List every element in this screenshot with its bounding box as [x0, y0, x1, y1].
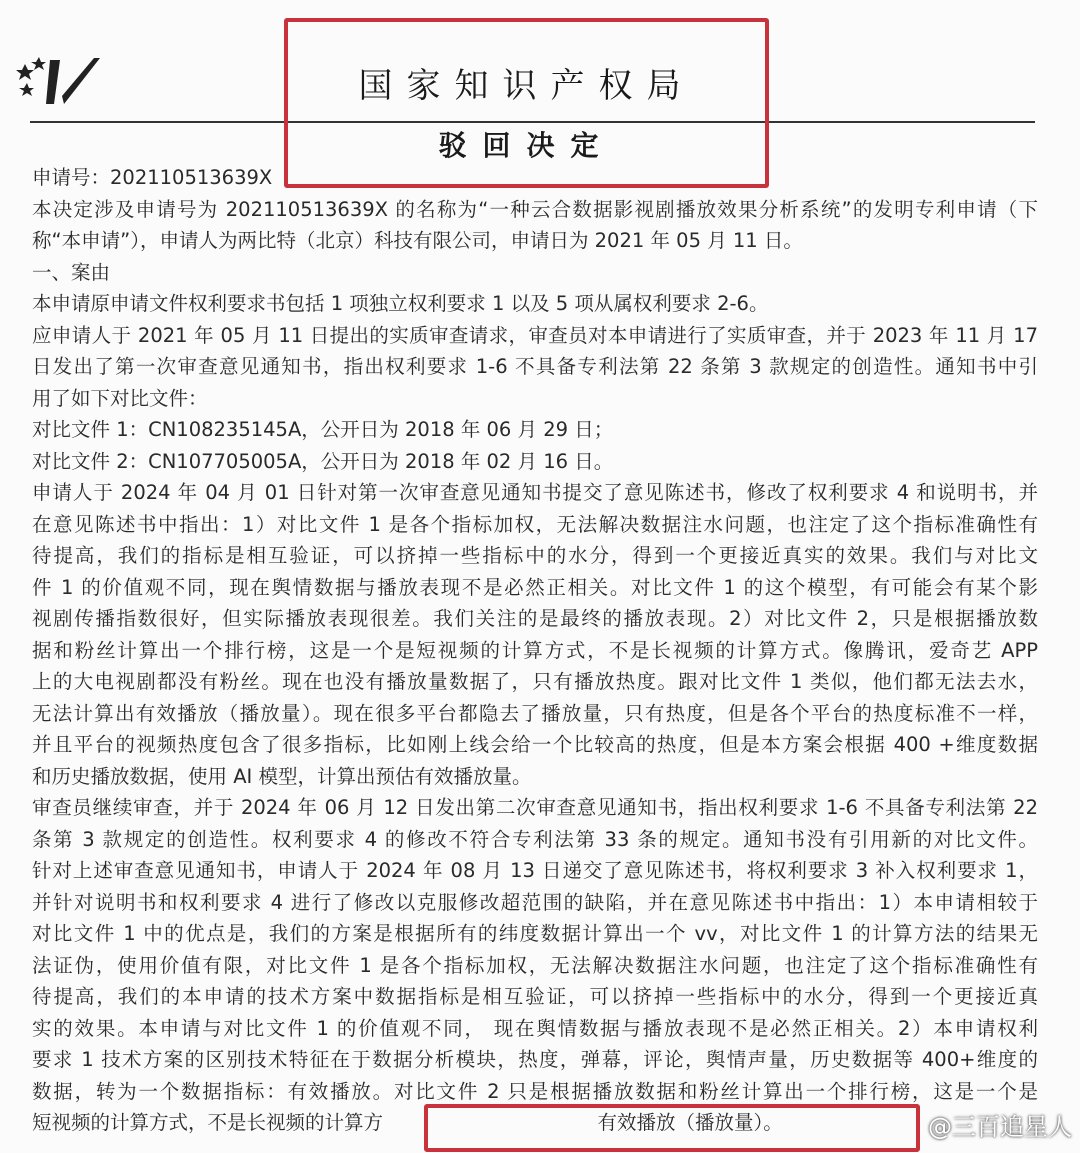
text-line: 要求 1 技术方案的区别技术特征在于数据分析模块，热度，弹幕，评论，舆情声量，历史数据等 400+维度的: [32, 1048, 1038, 1071]
text-line: 实的效果。本申请与对比文件 1 的价值观不同， 现在舆情数据与播放表现不是必然正相关。2）本申请权利: [32, 1016, 1038, 1040]
text-line: 称“本申请”），申请人为两比特（北京）科技有限公司，申请日为 2021 年 05 月 11 日。: [32, 229, 803, 252]
text-line: 待提高，我们的指标是相互验证，可以挤掉一些指标中的水分，得到一个更接近真实的效果。我们与对比文: [32, 544, 1038, 567]
text-line: 应申请人于 2021 年 05 月 11 日提出的实质审查请求，审查员对本申请进行了实质审查，并于 2023 年 11 月 17: [32, 323, 1038, 347]
text-line: 并针对说明书和权利要求 4 进行了修改以克服修改超范围的缺陷，并在意见陈述书中指出：1）本申请相较于: [32, 890, 1038, 914]
text-line: 用了如下对比文件：: [32, 386, 208, 410]
text-line: 对比文件 2：CN107705005A，公开日为 2018 年 02 月 16 日。: [32, 449, 614, 473]
document-type: 驳回决定: [438, 129, 615, 162]
text-line: 日发出了第一次审查意见通知书，指出权利要求 1-6 不具备专利法第 22 条第 3 款规定的创造性。通知书中引: [32, 355, 1038, 378]
text-line: 审查员继续审查，并于 2024 年 06 月 12 日发出第二次审查意见通知书，指出权利要求 1-6 不具备专利法第 22: [32, 796, 1038, 819]
text-line: 对比文件 1 中的优点是，我们的方案是根据所有的纬度数据计算出一个 vv，对比文件 1 的计算方法的结果无: [32, 922, 1038, 945]
page-title: 国家知识产权局: [358, 66, 695, 106]
watermark: @三百追星人: [928, 1113, 1072, 1141]
text-line: 条第 3 款规定的创造性。权利要求 4 的修改不符合专利法第 33 条的规定。通知书没有引用新的对比文件。: [32, 827, 1038, 851]
text-line: 上的大电视剧都没有粉丝。现在也没有播放量数据了，只有播放热度。跟对比文件 1 类似，他们都无法去水，: [32, 670, 1038, 693]
highlight-box-conclusion: [424, 1104, 920, 1152]
text-line: 本决定涉及申请号为 202110513639X 的名称为“一种云合数据影视剧播放效果分析系统”的发明专利申请（下: [32, 197, 1038, 221]
text-line: 本申请原申请文件权利要求书包括 1 项独立权利要求 1 以及 5 项从属权利要求 2-6。: [32, 292, 769, 315]
text-line: 并且平台的视频热度包含了很多指标，比如刚上线会给一个比较高的热度，但是本方案会根据 400 +维度数据: [32, 733, 1038, 756]
text-line: 一、案由: [32, 260, 111, 284]
text-line: 针对上述审查意见通知书，申请人于 2024 年 08 月 13 日递交了意见陈述书，将权利要求 3 补入权利要求 1，: [32, 859, 1038, 882]
text-line: 视剧传播指数很好，但实际播放表现很差。我们关注的是最终的播放表现。2）对比文件 2，只是根据播放数: [32, 607, 1038, 630]
text-line: 申请号：202110513639X: [32, 166, 273, 189]
text-line: 待提高，我们的本申请的技术方案中数据指标是相互验证，可以挤掉一些指标中的水分，得到一个更接近真: [32, 985, 1038, 1008]
text-line: 无法计算出有效播放（播放量）。现在很多平台都隐去了播放量，只有热度，但是各个平台的热度标准不一样，: [32, 701, 1038, 725]
cnipa-logo-icon: [14, 52, 104, 108]
text-line: 对比文件 1：CN108235145A，公开日为 2018 年 06 月 29 日；: [32, 418, 614, 441]
document-body: [32, 162, 1038, 1139]
text-line: 申请人于 2024 年 04 月 01 日针对第一次审查意见通知书提交了意见陈述书，修改了权利要求 4 和说明书，并: [32, 481, 1038, 504]
text-line: 在意见陈述书中指出：1）对比文件 1 是各个指标加权，无法解决数据注水问题，也注定了这个指标准确性有: [32, 512, 1038, 536]
text-line: 短视频的计算方式，不是长视频的计算方 有效播放（播放量）。: [32, 1111, 783, 1134]
text-line: 数据，转为一个数据指标：有效播放。对比文件 2 只是根据播放数据和粉丝计算出一个排行榜，这是一个是: [32, 1079, 1038, 1103]
text-line: 和历史播放数据，使用 AI 模型，计算出预估有效播放量。: [32, 764, 532, 788]
text-line: 据和粉丝计算出一个排行榜，这是一个是短视频的计算方式，不是长视频的计算方式。像腾讯，爱奇艺 APP: [32, 638, 1038, 662]
text-line: 件 1 的价值观不同，现在舆情数据与播放表现不是必然正相关。对比文件 1 的这个模型，有可能会有某个影: [32, 575, 1038, 599]
text-line: 法证伪，使用价值有限，对比文件 1 是各个指标加权，无法解决数据注水问题，也注定了这个指标准确性有: [32, 953, 1038, 977]
